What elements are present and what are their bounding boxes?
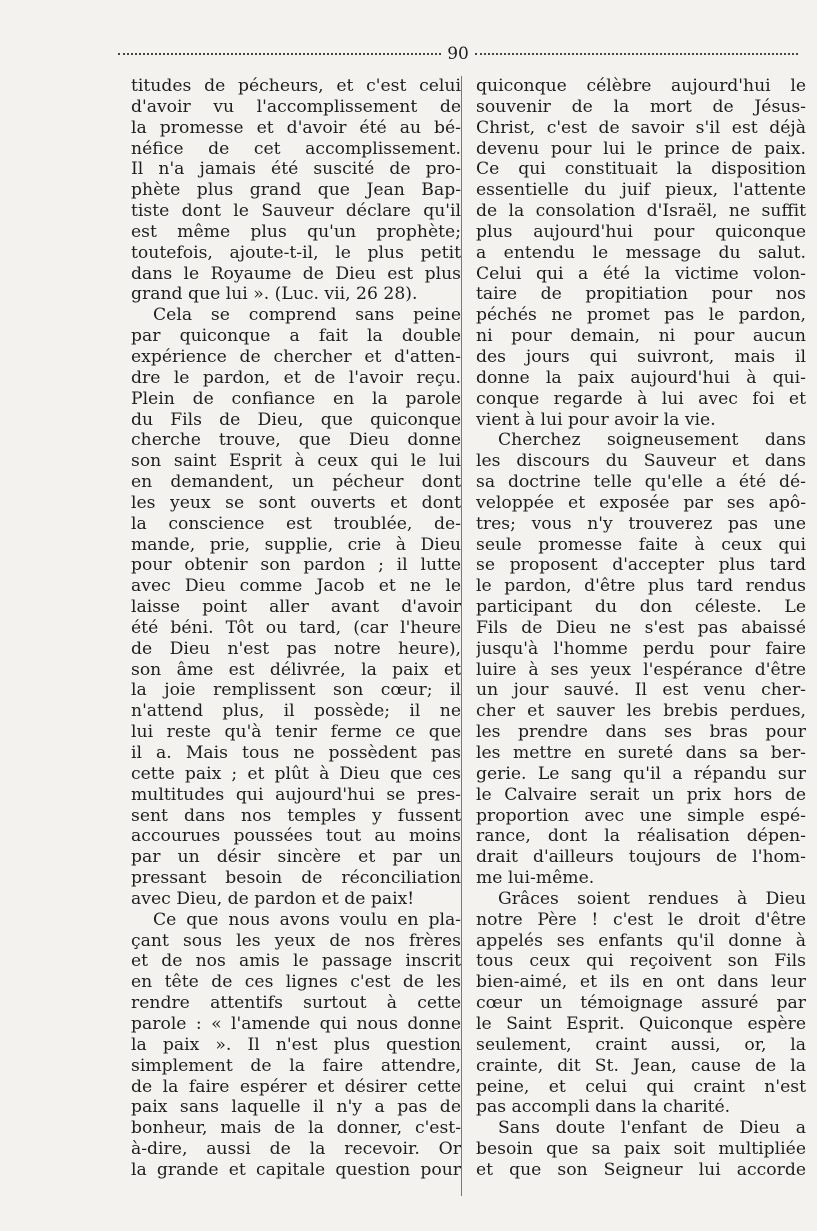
- text-line: les mettre en sureté dans sa ber-: [476, 743, 806, 763]
- text-line: de la consolation d'Israël, ne suffit: [476, 201, 806, 222]
- text-line: des jours qui suivront, mais il: [476, 346, 806, 367]
- text-line: cette paix ; et plût à Dieu que ces: [131, 763, 461, 784]
- text-line: le Saint Esprit. Quiconque espère: [476, 1013, 806, 1034]
- text-line: quiconque célèbre aujourd'hui le: [476, 76, 806, 96]
- text-line: cher et sauver les brebis perdues,: [476, 701, 806, 722]
- text-line: luire à ses yeux l'espérance d'être: [476, 659, 806, 680]
- text-line: jusqu'à l'homme perdu pour faire: [476, 638, 806, 659]
- text-line: cherche trouve, que Dieu donne: [131, 430, 461, 451]
- text-line: laisse point aller avant d'avoir: [131, 597, 461, 618]
- text-line: Plein de confiance en la parole: [131, 388, 461, 409]
- text-line: un jour sauvé. Il est venu cher-: [476, 680, 806, 701]
- text-line: son âme est délivrée, la paix et: [131, 659, 461, 680]
- text-line: titudes de pécheurs, et c'est celui: [131, 76, 461, 96]
- text-line: la paix ». Il n'est plus question: [131, 1034, 461, 1055]
- text-line: son saint Esprit à ceux qui le lui: [131, 451, 461, 472]
- text-line: et de nos amis le passage inscrit: [131, 951, 461, 972]
- text-line: proportion avec une simple espé-: [476, 805, 806, 826]
- text-line: en tête de ces lignes c'est de les: [131, 972, 461, 993]
- text-line: le Calvaire serait un prix hors de: [476, 784, 806, 805]
- text-line: veloppée et exposée par ses apô-: [476, 492, 806, 513]
- text-line: simplement de la faire attendre,: [131, 1055, 461, 1076]
- text-line: souvenir de la mort de Jésus-: [476, 96, 806, 117]
- text-line: tiste dont le Sauveur déclare qu'il: [131, 201, 461, 222]
- text-line: Christ, c'est de savoir s'il est déjà: [476, 117, 806, 138]
- text-line: donne la paix aujourd'hui à qui-: [476, 367, 806, 388]
- text-line: notre Père ! c'est le droit d'être: [476, 909, 806, 930]
- text-line: rendre attentifs surtout à cette: [131, 993, 461, 1014]
- text-line: devenu pour lui le prince de paix.: [476, 138, 806, 159]
- text-line: expérience de chercher et d'atten-: [131, 346, 461, 367]
- text-line: la joie remplissent son cœur; il: [131, 680, 461, 701]
- text-line: à-dire, aussi de la recevoir. Or: [131, 1139, 461, 1160]
- text-line: plus aujourd'hui pour quiconque: [476, 221, 806, 242]
- text-line: tous ceux qui reçoivent son Fils: [476, 951, 806, 972]
- text-line: me lui-même.: [476, 868, 595, 889]
- text-line: rance, dont la réalisation dépen-: [476, 826, 806, 847]
- text-line: lui reste qu'à tenir ferme ce que: [131, 722, 461, 743]
- text-line: tres; vous n'y trouverez pas une: [476, 513, 806, 534]
- page-number: 90: [447, 44, 469, 64]
- text-line: n'attend plus, il possède; il ne: [131, 701, 461, 722]
- text-line: d'avoir vu l'accomplissement de: [131, 96, 461, 117]
- text-line: avec Dieu comme Jacob et ne le: [131, 576, 461, 597]
- text-line: gerie. Le sang qu'il a répandu sur: [476, 763, 806, 784]
- text-line: grand que lui ». (Luc. vii, 26 28).: [131, 284, 418, 305]
- text-line: cœur un témoignage assuré par: [476, 993, 806, 1014]
- text-line: du Fils de Dieu, que quiconque: [131, 409, 461, 430]
- text-line: Cherchez soigneusement dans: [498, 430, 806, 451]
- text-line: par quiconque a fait la double: [131, 326, 461, 347]
- text-line: et que son Seigneur lui accorde: [476, 1159, 806, 1180]
- text-line: en demandent, un pécheur dont: [131, 472, 461, 493]
- text-line: dre le pardon, et de l'avoir reçu.: [131, 367, 461, 388]
- right-text-column: [476, 76, 806, 1181]
- page-header: [118, 44, 798, 64]
- text-line: péchés ne promet pas le pardon,: [476, 305, 806, 326]
- text-line: participant du don céleste. Le: [476, 597, 806, 618]
- text-line: les prendre dans ses bras pour: [476, 722, 806, 743]
- text-line: le pardon, d'être plus tard rendus: [476, 576, 806, 597]
- header-rule-left: [118, 53, 441, 55]
- text-line: sa doctrine telle qu'elle a été dé-: [476, 472, 806, 493]
- text-line: mande, prie, supplie, crie à Dieu: [131, 534, 461, 555]
- text-line: par un désir sincère et par un: [131, 847, 461, 868]
- text-line: ni pour demain, ni pour aucun: [476, 326, 806, 347]
- text-line: bien-aimé, et ils en ont dans leur: [476, 972, 806, 993]
- text-line: a entendu le message du salut.: [476, 242, 806, 263]
- text-line: toutefois, ajoute-t-il, le plus petit: [131, 242, 461, 263]
- text-line: Cela se comprend sans peine: [153, 305, 461, 326]
- text-line: Celui qui a été la victime volon-: [476, 263, 806, 284]
- text-line: taire de propitiation pour nos: [476, 284, 806, 305]
- text-line: été béni. Tôt ou tard, (car l'heure: [131, 617, 461, 638]
- text-line: drait d'ailleurs toujours de l'hom-: [476, 847, 806, 868]
- text-line: peine, et celui qui craint n'est: [476, 1076, 806, 1097]
- text-line: Sans doute l'enfant de Dieu a: [498, 1118, 806, 1139]
- text-line: multitudes qui aujourd'hui se pres-: [131, 784, 461, 805]
- text-line: il a. Mais tous ne possèdent pas: [131, 743, 461, 763]
- text-line: çant sous les yeux de nos frères: [131, 930, 461, 951]
- text-line: phète plus grand que Jean Bap-: [131, 180, 461, 201]
- text-line: de Dieu n'est pas notre heure),: [131, 638, 461, 659]
- text-line: Fils de Dieu ne s'est pas abaissé: [476, 617, 806, 638]
- text-line: dans le Royaume de Dieu est plus: [131, 263, 461, 284]
- text-line: la grande et capitale question pour: [131, 1159, 461, 1180]
- text-line: seule promesse faite à ceux qui: [476, 534, 806, 555]
- text-line: Ce qui constituait la disposition: [476, 159, 806, 180]
- text-line: les yeux se sont ouverts et dont: [131, 492, 461, 513]
- text-line: parole : « l'amende qui nous donne: [131, 1013, 461, 1034]
- left-text-column: [131, 76, 461, 1181]
- text-line: sent dans nos temples y fussent: [131, 805, 461, 826]
- text-line: se proposent d'accepter plus tard: [476, 555, 806, 576]
- text-line: besoin que sa paix soit multipliée: [476, 1139, 806, 1160]
- text-line: crainte, dit St. Jean, cause de la: [476, 1055, 806, 1076]
- text-line: les discours du Sauveur et dans: [476, 451, 806, 472]
- text-line: néfice de cet accomplissement.: [131, 138, 461, 159]
- text-line: pressant besoin de réconciliation: [131, 868, 461, 889]
- header-rule-right: [475, 53, 798, 55]
- text-line: avec Dieu, de pardon et de paix!: [131, 888, 415, 909]
- text-line: paix sans laquelle il n'y a pas de: [131, 1097, 461, 1118]
- text-line: de la faire espérer et désirer cette: [131, 1076, 461, 1097]
- text-line: bonheur, mais de la donner, c'est-: [131, 1118, 461, 1139]
- text-line: Ce que nous avons voulu en pla-: [153, 909, 461, 930]
- text-line: Il n'a jamais été suscité de pro-: [131, 159, 461, 180]
- text-line: Grâces soient rendues à Dieu: [498, 888, 806, 909]
- text-line: pour obtenir son pardon ; il lutte: [131, 555, 461, 576]
- text-line: appelés ses enfants qu'il donne à: [476, 930, 806, 951]
- text-line: essentielle du juif pieux, l'attente: [476, 180, 806, 201]
- text-line: est même plus qu'un prophète;: [131, 221, 461, 242]
- text-line: accourues poussées tout au moins: [131, 826, 461, 847]
- text-line: conque regarde à lui avec foi et: [476, 388, 806, 409]
- text-line: la conscience est troublée, de-: [131, 513, 461, 534]
- text-line: pas accompli dans la charité.: [476, 1097, 731, 1118]
- column-divider: [461, 76, 462, 1196]
- text-line: vient à lui pour avoir la vie.: [476, 409, 716, 430]
- text-line: la promesse et d'avoir été au bé-: [131, 117, 461, 138]
- text-line: seulement, craint aussi, or, la: [476, 1034, 806, 1055]
